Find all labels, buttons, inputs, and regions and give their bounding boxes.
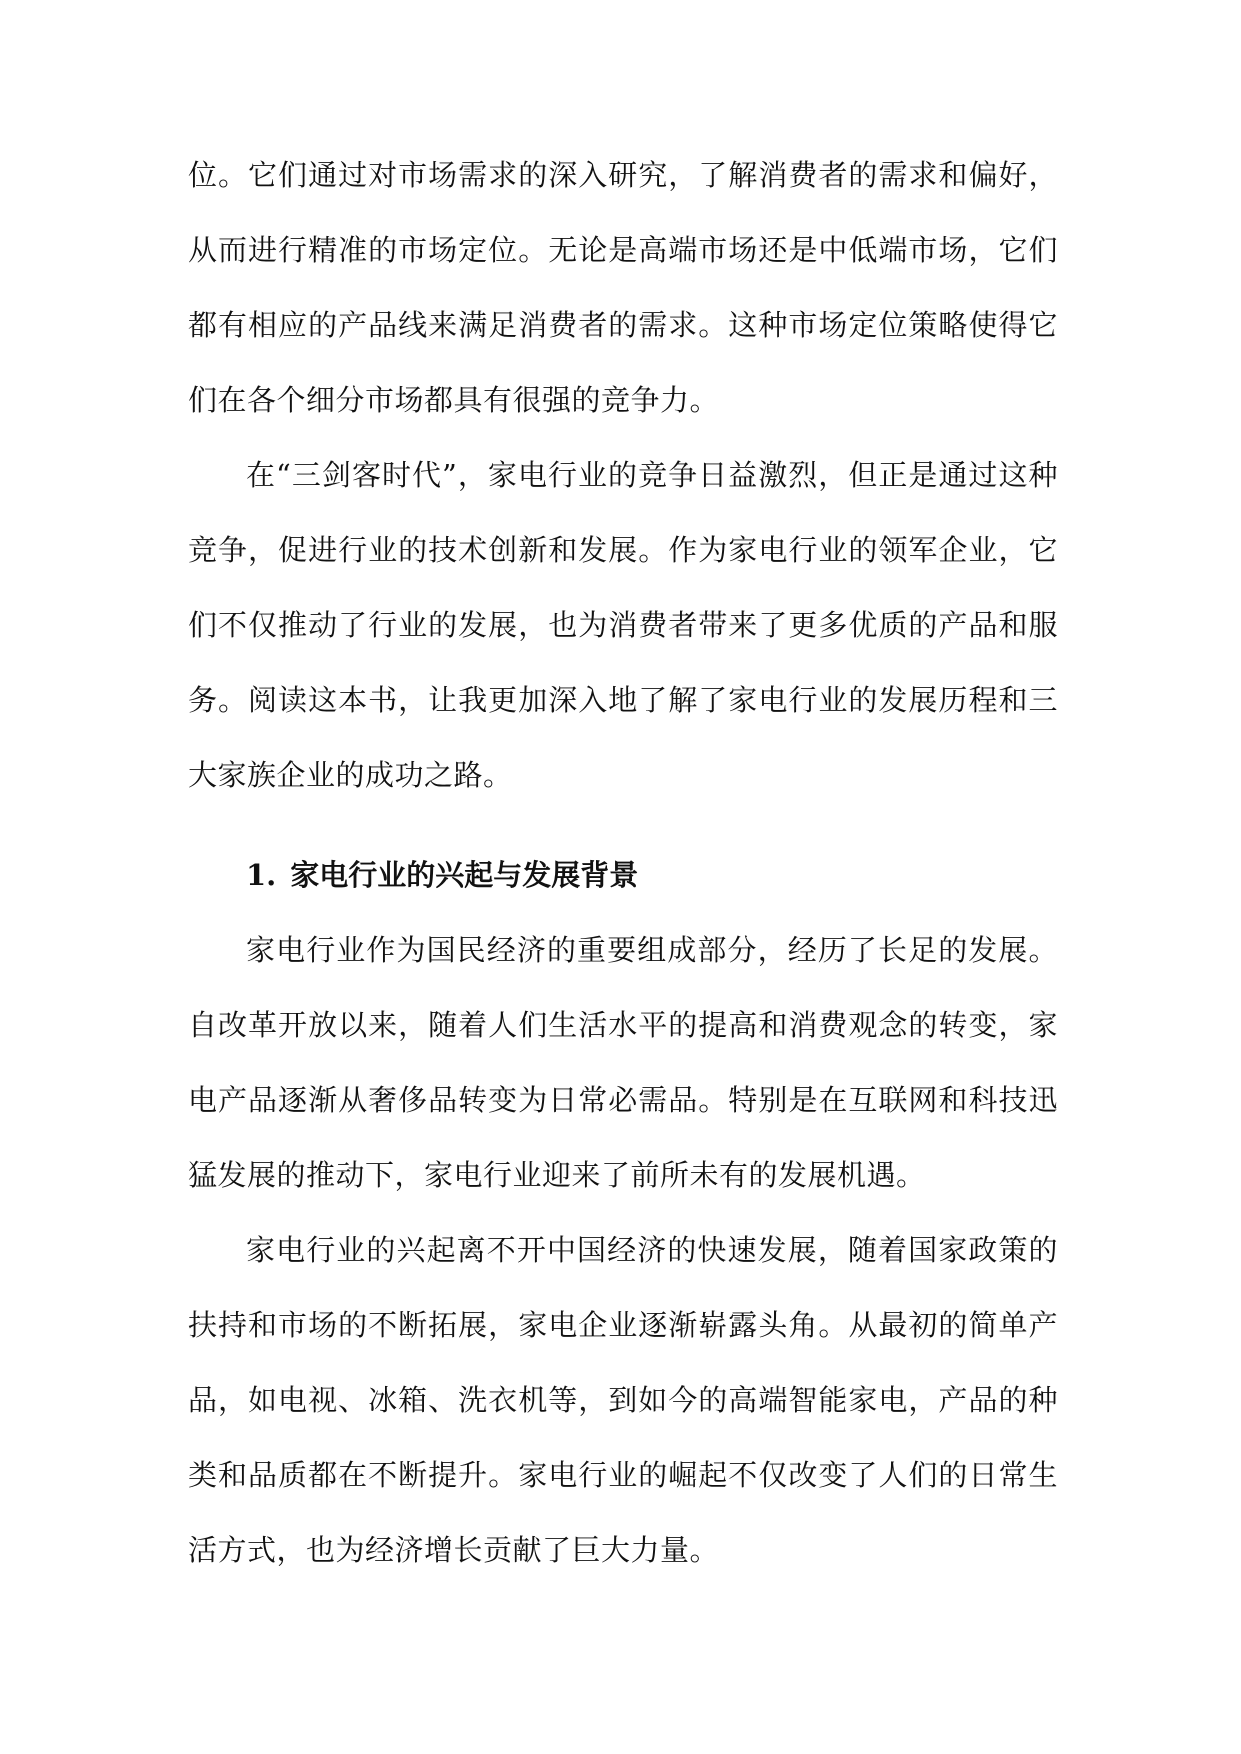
document-page [188, 138, 1058, 1588]
paragraph: 家电行业作为国民经济的重要组成部分，经历了长足的发展。自改革开放以来，随着人们生活水平的提高和消费观念的转变，家电产品逐渐从奢侈品转变为日常必需品。特别是在互联网和科技迅猛发展的推动下，家电行业迎来了前所未有的发展机遇。 [188, 933, 1058, 1192]
paragraph-continued: 位。它们通过对市场需求的深入研究，了解消费者的需求和偏好，从而进行精准的市场定位。无论是高端市场还是中低端市场，它们都有相应的产品线来满足消费者的需求。这种市场定位策略使得它们在各个细分市场都具有很强的竞争力。 [188, 158, 1058, 417]
section-heading [188, 838, 1058, 913]
section-title: 家电行业的兴起与发展背景 [290, 858, 639, 892]
paragraph: 在“三剑客时代”，家电行业的竞争日益激烈，但正是通过这种竞争，促进行业的技术创新和发展。作为家电行业的领军企业，它们不仅推动了行业的发展，也为消费者带来了更多优质的产品和服务。阅读这本书，让我更加深入地了解了家电行业的发展历程和三大家族企业的成功之路。 [188, 458, 1058, 792]
paragraph: 家电行业的兴起离不开中国经济的快速发展，随着国家政策的扶持和市场的不断拓展，家电企业逐渐崭露头角。从最初的简单产品，如电视、冰箱、洗衣机等，到如今的高端智能家电，产品的种类和品质都在不断提升。家电行业的崛起不仅改变了人们的日常生活方式，也为经济增长贡献了巨大力量。 [188, 1233, 1058, 1567]
section-number: 1. [246, 858, 277, 892]
